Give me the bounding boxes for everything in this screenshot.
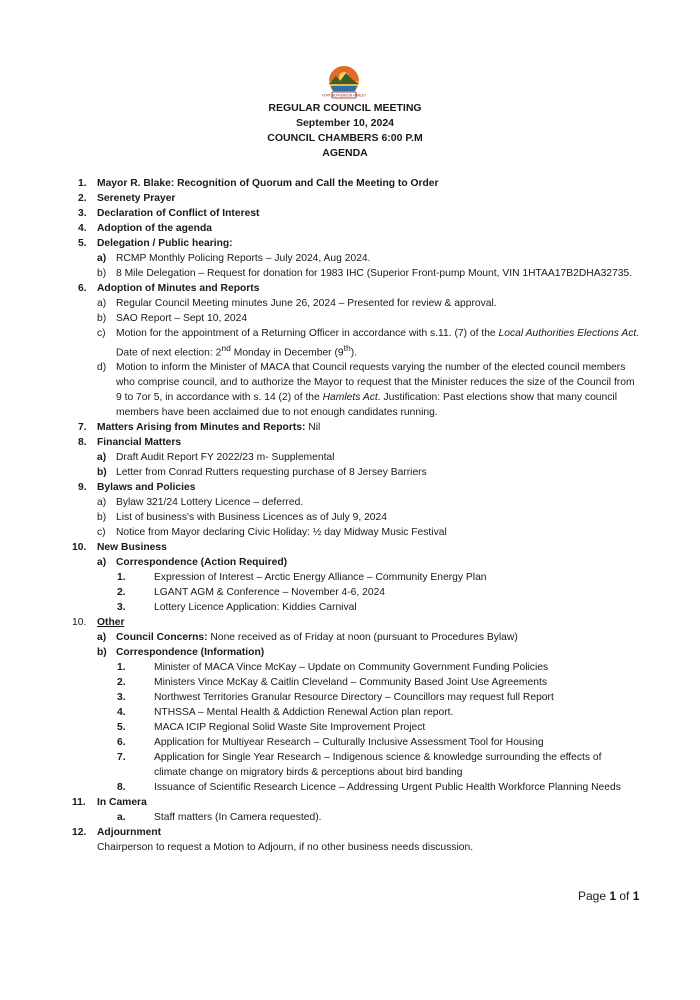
item-title: Adoption of Minutes and Reports bbox=[97, 283, 260, 294]
subsubitem-number: 2. bbox=[117, 677, 126, 689]
subitem-letter: a) bbox=[97, 557, 107, 569]
subitem-letter: c) bbox=[97, 328, 106, 339]
agenda-subitem-9a bbox=[0, 495, 700, 510]
subsubitem-number: 7. bbox=[117, 752, 126, 764]
agenda-item-6 bbox=[0, 281, 700, 296]
item-title: Mayor R. Blake: Recognition of Quorum and Call the Meeting to Order bbox=[97, 178, 439, 189]
subitem-letter: b) bbox=[97, 467, 107, 479]
agenda-subitem-9b bbox=[0, 510, 700, 525]
agenda-subsubitem-10a2 bbox=[0, 585, 700, 600]
act-name: Hamlets Act bbox=[322, 392, 378, 404]
subsubitem-number: 8. bbox=[117, 782, 126, 794]
subitem-text: Correspondence (Action Required) bbox=[116, 557, 288, 569]
agenda-subsubitem-10b2 bbox=[0, 675, 700, 690]
subsubitem-text: Issuance of Scientific Research Licence – Addressing Urgent Public Health Workforce Planning Needs bbox=[154, 782, 621, 794]
item-number: 8. bbox=[78, 437, 87, 449]
agenda-item-8 bbox=[0, 435, 700, 450]
agenda-subsubitem-10a3 bbox=[0, 600, 700, 615]
subsubitem-text: Application for Multiyear Research – Culturally Inclusive Assessment Tool for Housing bbox=[154, 737, 544, 749]
subitem-text: Bylaw 321/24 Lottery Licence – deferred. bbox=[116, 497, 304, 509]
item-title-wrap bbox=[97, 420, 657, 435]
subitem-value: None received as of Friday at noon (pursuant to Procedures Bylaw) bbox=[207, 632, 518, 644]
meeting-date: September 10, 2024 bbox=[295, 117, 395, 129]
agenda-subsubitem-10b3 bbox=[0, 690, 700, 705]
subitem-text: Regular Council Meeting minutes June 26, 2024 – Presented for review & approval. bbox=[116, 298, 497, 309]
item-number: 7. bbox=[78, 422, 87, 434]
agenda-subsubitem-10b7 bbox=[0, 750, 700, 780]
subitem-text bbox=[116, 326, 640, 360]
agenda-item-1 bbox=[0, 176, 700, 191]
subsubitem-number: 3. bbox=[117, 602, 126, 614]
item-title: Matters Arising from Minutes and Reports: bbox=[97, 422, 306, 434]
subitem-letter: d) bbox=[97, 362, 107, 374]
agenda-item-2 bbox=[0, 191, 700, 206]
agenda-item-12 bbox=[0, 825, 700, 840]
total-pages: 1 bbox=[632, 889, 640, 903]
agenda-item-9 bbox=[0, 480, 700, 495]
subitem-text: 8 Mile Delegation – Request for donation for 1983 IHC (Superior Front-pump Mount, VIN 1HTAA17B2DHA32735. bbox=[116, 268, 633, 279]
agenda-subsubitem-10b6 bbox=[0, 735, 700, 750]
agenda-item-3 bbox=[0, 206, 700, 221]
agenda-subitem-9c bbox=[0, 525, 700, 540]
subsubitem-text: MACA ICIP Regional Solid Waste Site Improvement Project bbox=[154, 722, 426, 734]
item-number: 12. bbox=[72, 827, 87, 839]
subitem-text: List of business's with Business Licences as of July 9, 2024 bbox=[116, 512, 387, 524]
agenda-item-7 bbox=[0, 420, 700, 435]
meeting-location-time: COUNCIL CHAMBERS 6:00 P.M bbox=[267, 132, 423, 144]
election-date-text-2: Monday in December (9 bbox=[230, 347, 344, 359]
agenda-subitem-5b bbox=[0, 266, 700, 281]
item-number: 10. bbox=[72, 542, 87, 554]
item-title: Adoption of the agenda bbox=[97, 223, 212, 234]
agenda-subitem-5a bbox=[0, 251, 700, 266]
subsubitem-text: Expression of Interest – Arctic Energy Alliance – Community Energy Plan bbox=[154, 572, 487, 584]
subsubitem-number: 6. bbox=[117, 737, 126, 749]
agenda-item-5 bbox=[0, 236, 700, 251]
subitem-letter: a) bbox=[97, 452, 107, 464]
subitem-letter: a) bbox=[97, 497, 107, 509]
agenda-item-10 bbox=[0, 540, 700, 555]
subitem-letter: b) bbox=[97, 313, 107, 324]
subitem-letter: c) bbox=[97, 527, 106, 539]
act-name: Local Authorities Elections Act. bbox=[498, 328, 640, 339]
agenda-subitem-6c bbox=[0, 326, 700, 360]
election-date-text: Date of next election: 2 bbox=[116, 347, 222, 359]
subitem-letter: a) bbox=[97, 253, 107, 264]
agenda-subitem-11a bbox=[0, 810, 700, 825]
election-date-end: ). bbox=[350, 347, 358, 359]
item-number: 9. bbox=[78, 482, 87, 494]
agenda-item-11 bbox=[0, 795, 700, 810]
subsubitem-text: Lottery Licence Application: Kiddies Carnival bbox=[154, 602, 357, 614]
justification-text: . Justification: Past elections show that many council members have been acclaimed due to not enough candidates running. bbox=[116, 392, 617, 419]
agenda-list bbox=[0, 176, 700, 855]
agenda-subitem-8a bbox=[0, 450, 700, 465]
agenda-subsubitem-10a1 bbox=[0, 570, 700, 585]
ordinal-suffix-2: th bbox=[343, 343, 351, 353]
item-title: In Camera bbox=[97, 797, 147, 809]
item-title: New Business bbox=[97, 542, 167, 554]
agenda-subitem-10a bbox=[0, 555, 700, 570]
subsubitem-number: 5. bbox=[117, 722, 126, 734]
current-page: 1 bbox=[609, 889, 617, 903]
agenda-item-4 bbox=[0, 221, 700, 236]
page-word: Page bbox=[578, 889, 610, 903]
item-number: 4. bbox=[78, 223, 87, 234]
item-number: 2. bbox=[78, 193, 87, 204]
subsubitem-text: Minister of MACA Vince McKay – Update on Community Government Funding Policies bbox=[154, 662, 549, 674]
subsubitem-number: 1. bbox=[117, 662, 126, 674]
subitem-text: Notice from Mayor declaring Civic Holiday: ½ day Midway Music Festival bbox=[116, 527, 447, 539]
item-title: Financial Matters bbox=[97, 437, 182, 449]
agenda-subitem-10b-b bbox=[0, 645, 700, 660]
subitem-letter: b) bbox=[97, 268, 107, 279]
meeting-title: REGULAR COUNCIL MEETING bbox=[268, 102, 422, 114]
subsubitem-number: 1. bbox=[117, 572, 126, 584]
subsubitem-text: Application for Single Year Research – Indigenous science & knowledge surrounding the effects of climate change on migratory birds & perceptions about bird banding bbox=[154, 752, 602, 779]
agenda-subitem-6d bbox=[0, 360, 700, 420]
motion-text: Motion for the appointment of a Returning Officer in accordance with s.11. (7) of the bbox=[116, 328, 499, 339]
agenda-subsubitem-10b4 bbox=[0, 705, 700, 720]
subitem-text: SAO Report – Sept 10, 2024 bbox=[116, 313, 248, 324]
subitem-letter: a. bbox=[117, 812, 126, 824]
item-title: Adjournment bbox=[97, 827, 162, 839]
subitem-text: Staff matters (In Camera requested). bbox=[154, 812, 322, 824]
agenda-subitem-6b bbox=[0, 311, 700, 326]
agenda-subitem-6a bbox=[0, 296, 700, 311]
subitem-text: Draft Audit Report FY 2022/23 m- Supplemental bbox=[116, 452, 335, 464]
agenda-subsubitem-10b1 bbox=[0, 660, 700, 675]
agenda-item-10-other bbox=[0, 615, 700, 630]
item-number: 11. bbox=[72, 797, 86, 809]
agenda-subsubitem-10b8 bbox=[0, 780, 700, 795]
subitem-letter: a) bbox=[97, 298, 107, 309]
subsubitem-number: 2. bbox=[117, 587, 126, 599]
hamlet-logo bbox=[322, 64, 366, 100]
subitem-letter: b) bbox=[97, 512, 107, 524]
subsubitem-number: 3. bbox=[117, 692, 126, 704]
subsubitem-text: LGANT AGM & Conference – November 4-6, 2024 bbox=[154, 587, 386, 599]
adjournment-note: Chairperson to request a Motion to Adjourn, if no other business needs discussion. bbox=[97, 842, 474, 854]
subitem-text: Correspondence (Information) bbox=[116, 647, 265, 659]
subitem-text bbox=[116, 630, 640, 645]
agenda-subitem-8b bbox=[0, 465, 700, 480]
subitem-letter: a) bbox=[97, 632, 107, 644]
subitem-text: Letter from Conrad Rutters requesting purchase of 8 Jersey Barriers bbox=[116, 467, 427, 479]
subitem-text: RCMP Monthly Policing Reports – July 2024, Aug 2024. bbox=[116, 253, 371, 264]
subsubitem-text: NTHSSA – Mental Health & Addiction Renewal Action plan report. bbox=[154, 707, 454, 719]
agenda-title: AGENDA bbox=[322, 147, 368, 159]
subsubitem-text: Northwest Territories Granular Resource Directory – Councillors may request full Report bbox=[154, 692, 554, 704]
item-title: Other bbox=[97, 617, 125, 629]
agenda-subsubitem-10b5 bbox=[0, 720, 700, 735]
motion-text: Motion to inform the Minister of MACA that Council requests varying the number of the elected council members who comprise council, and to authorize the Mayor to request that the Minister reduces the size of the Council from 9 to 7or 5, in accordance with s. 14 (2) of the bbox=[116, 362, 635, 404]
item-number: 1. bbox=[78, 178, 87, 189]
item-title: Serenety Prayer bbox=[97, 193, 176, 204]
subitem-letter: b) bbox=[97, 647, 107, 659]
item-title: Bylaws and Policies bbox=[97, 482, 196, 494]
item-title: Delegation / Public hearing: bbox=[97, 238, 233, 249]
adjournment-note-row bbox=[0, 840, 700, 855]
item-number: 6. bbox=[78, 283, 87, 294]
ordinal-suffix: nd bbox=[221, 343, 231, 353]
subitem-title: Council Concerns: bbox=[116, 632, 208, 644]
item-value: Nil bbox=[305, 422, 321, 434]
subsubitem-number: 4. bbox=[117, 707, 126, 719]
item-number: 10. bbox=[72, 617, 87, 629]
item-number: 5. bbox=[78, 238, 87, 249]
subitem-text bbox=[116, 360, 640, 420]
item-title: Declaration of Conflict of Interest bbox=[97, 208, 260, 219]
subsubitem-text: Ministers Vince McKay & Caitlin Cleveland – Community Based Joint Use Agreements bbox=[154, 677, 547, 689]
logo-text: FORT MCPHERSON HAMLET bbox=[322, 93, 366, 98]
agenda-header bbox=[0, 101, 690, 161]
of-word: of bbox=[616, 889, 633, 903]
page-number bbox=[578, 889, 639, 903]
item-number: 3. bbox=[78, 208, 87, 219]
agenda-subitem-10b-a bbox=[0, 630, 700, 645]
